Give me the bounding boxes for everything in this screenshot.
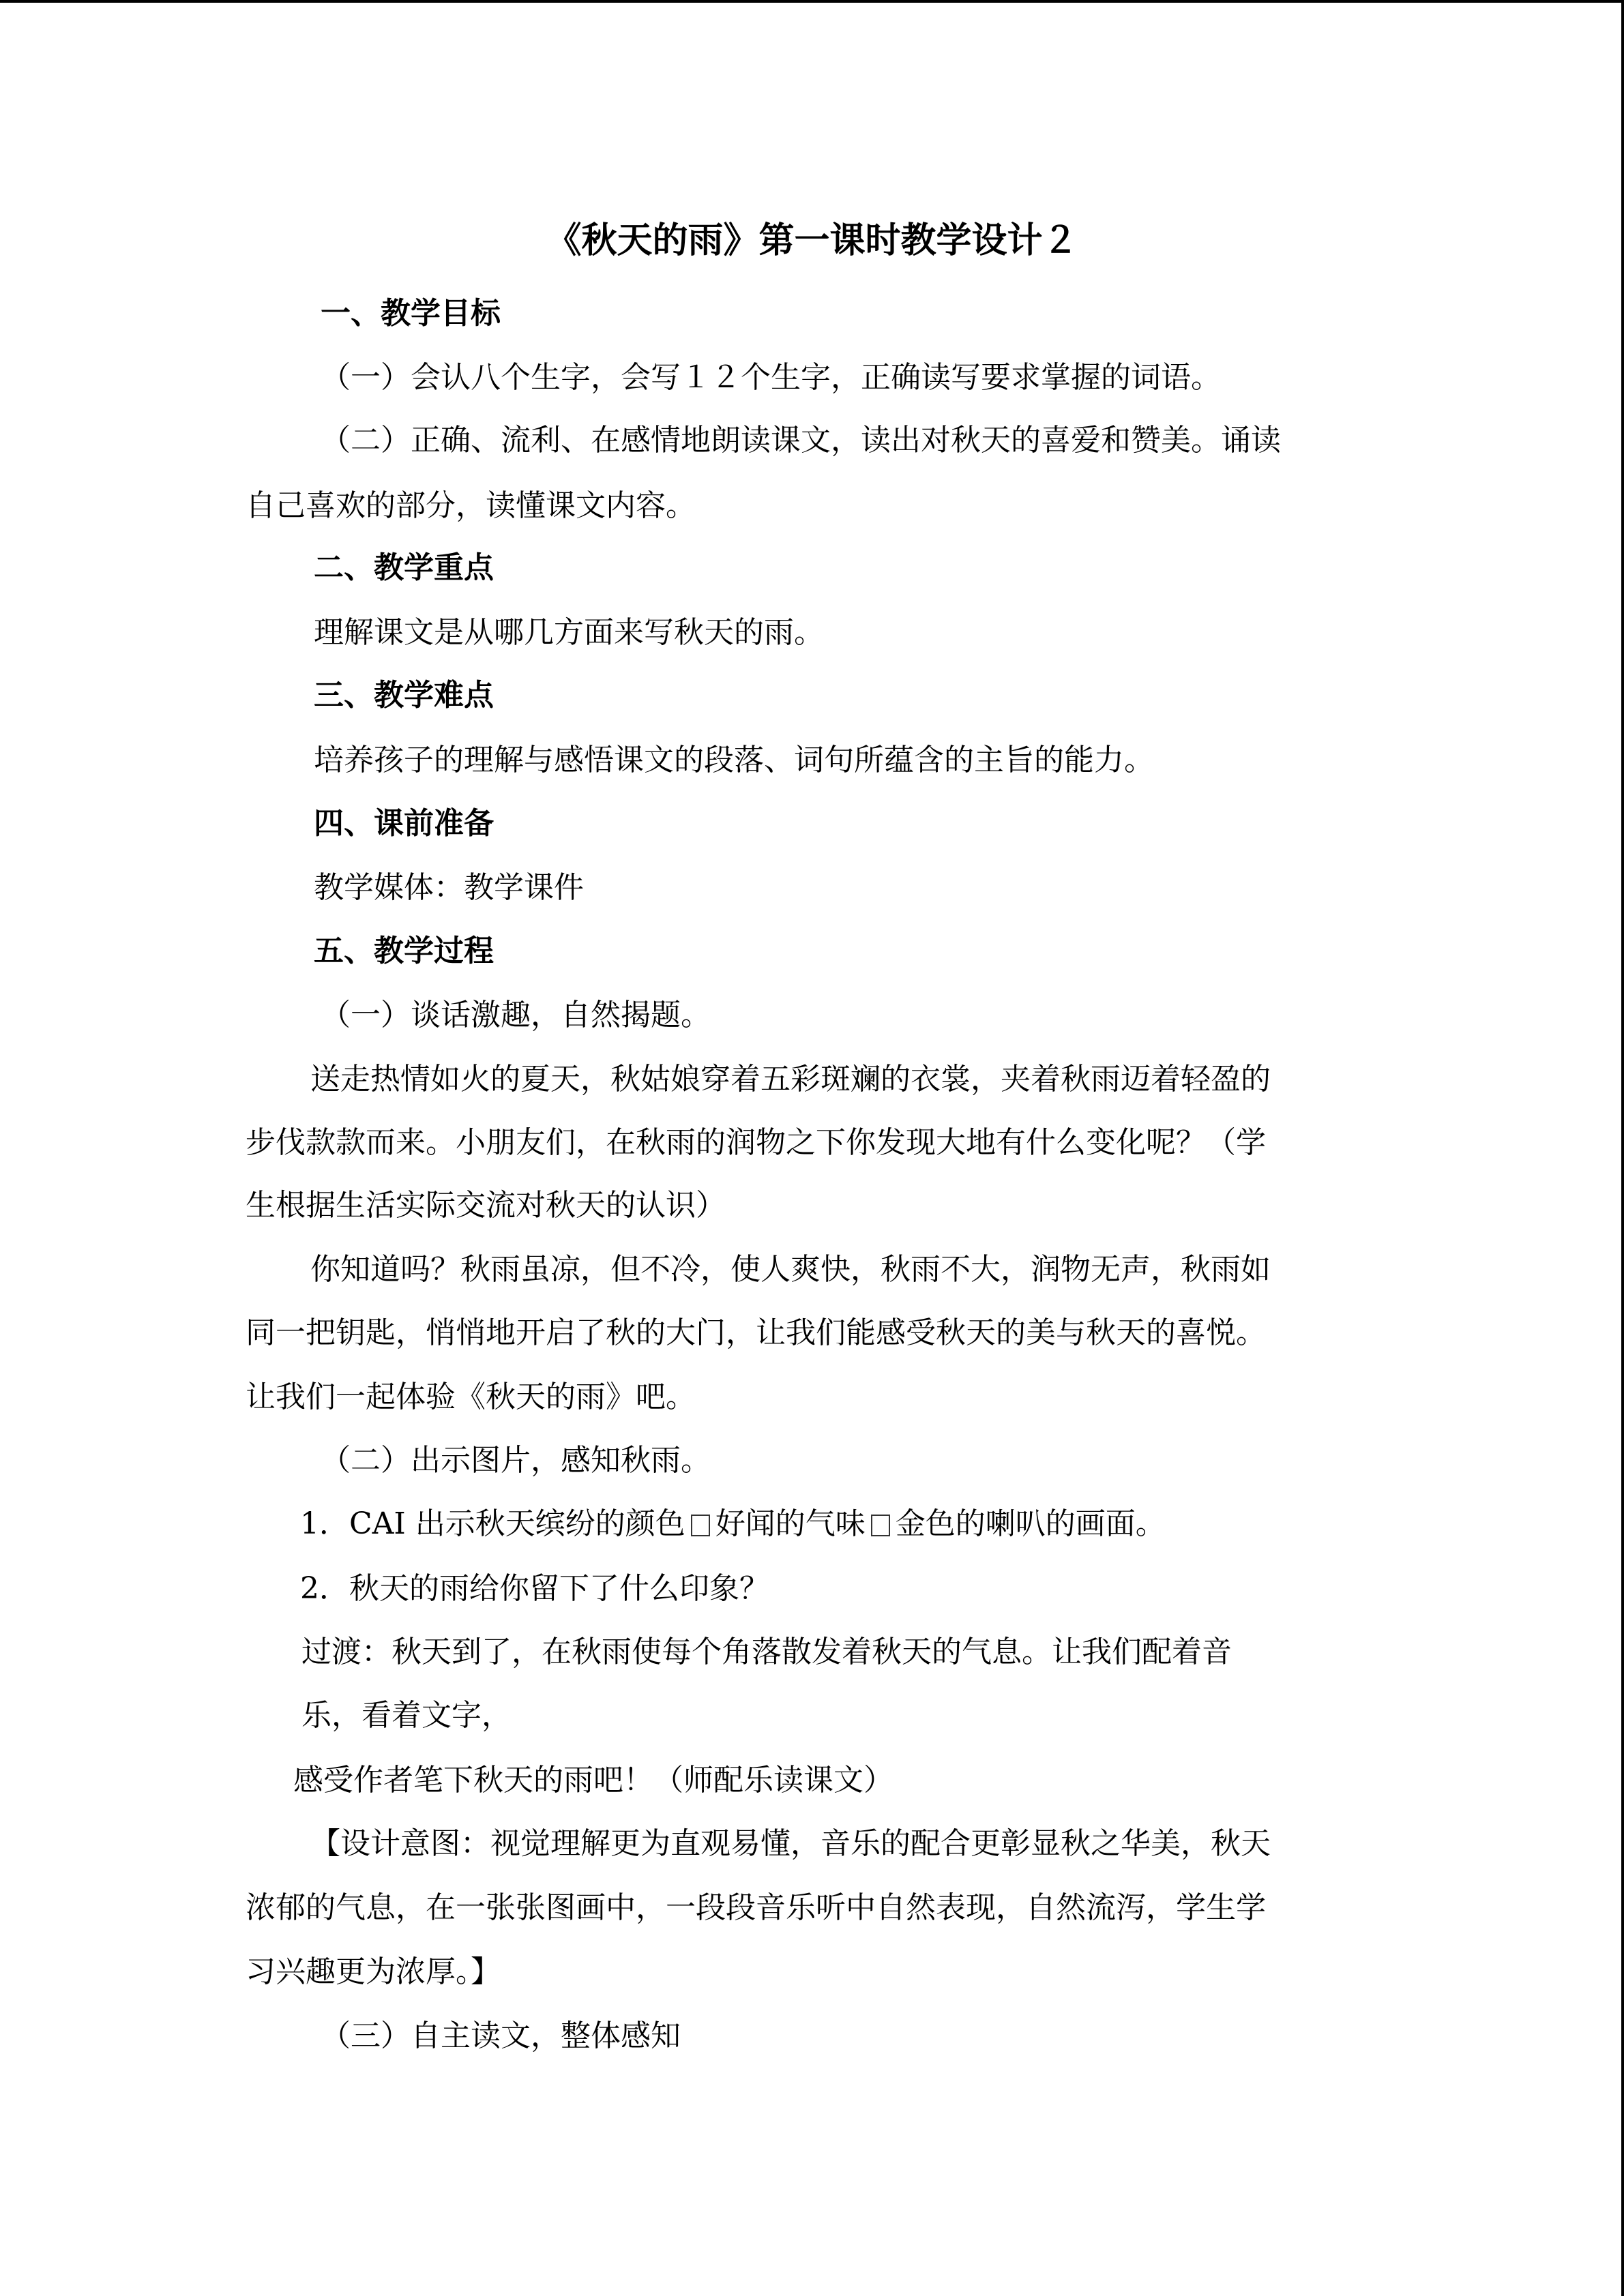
page-border-top xyxy=(0,0,1624,3)
paragraph-line: 自己喜欢的部分，读懂课文内容。 xyxy=(246,488,696,523)
paragraph-line: （一）谈话激趣，自然揭题。 xyxy=(321,998,711,1032)
document-title: 《秋天的雨》第一课时教学设计２ xyxy=(546,220,1078,261)
paragraph-line: 步伐款款而来。小朋友们，在秋雨的润物之下你发现大地有什么变化呢？（学 xyxy=(246,1125,1266,1160)
heading-teaching-focus: 二、教学重点 xyxy=(314,550,494,585)
paragraph-line: 感受作者笔下秋天的雨吧！（师配乐读课文） xyxy=(293,1763,894,1798)
paragraph-line: 乐，看着文字， xyxy=(301,1698,512,1733)
missing-glyph-box xyxy=(871,1515,890,1536)
heading-teaching-goals: 一、教学目标 xyxy=(321,296,501,331)
paragraph-line: （一）会认八个生字，会写１２个生字，正确读写要求掌握的词语。 xyxy=(321,360,1221,395)
paragraph-line: 教学媒体：教学课件 xyxy=(314,870,584,905)
paragraph-line: 送走热情如火的夏天，秋姑娘穿着五彩斑斓的衣裳，夹着秋雨迈着轻盈的 xyxy=(310,1062,1271,1097)
paragraph-line: 培养孩子的理解与感悟课文的段落、词句所蕴含的主旨的能力。 xyxy=(314,743,1154,777)
line-segment: 1．CAI 出示秋天缤纷的颜色 xyxy=(300,1506,685,1541)
missing-glyph-box xyxy=(691,1515,710,1536)
paragraph-line: 让我们一起体验《秋天的雨》吧。 xyxy=(246,1380,696,1414)
paragraph-line: 理解课文是从哪几方面来写秋天的雨。 xyxy=(314,615,824,650)
heading-teaching-difficulty: 三、教学难点 xyxy=(314,678,494,713)
paragraph-line: 过渡：秋天到了，在秋雨使每个角落散发着秋天的气息。让我们配着音 xyxy=(301,1635,1232,1669)
paragraph-line: （三）自主读文，整体感知 xyxy=(321,2018,681,2053)
paragraph-line: 习兴趣更为浓厚。】 xyxy=(246,1954,501,1989)
heading-teaching-process: 五、教学过程 xyxy=(314,934,494,968)
page-border-right xyxy=(1621,0,1624,2296)
paragraph-line: 你知道吗？秋雨虽凉，但不冷，使人爽快，秋雨不大，润物无声，秋雨如 xyxy=(310,1252,1271,1287)
line-segment: 金色的喇叭的画面。 xyxy=(895,1506,1166,1541)
paragraph-line: （二）正确、流利、在感情地朗读课文，读出对秋天的喜爱和赞美。诵读 xyxy=(321,423,1281,458)
paragraph-line: 浓郁的气息，在一张张图画中，一段段音乐听中自然表现，自然流泻，学生学 xyxy=(246,1890,1266,1925)
paragraph-line: 生根据生活实际交流对秋天的认识） xyxy=(246,1188,726,1223)
paragraph-line: 2．秋天的雨给你留下了什么印象？ xyxy=(300,1571,769,1606)
paragraph-line: 【设计意图：视觉理解更为直观易懂，音乐的配合更彰显秋之华美，秋天 xyxy=(310,1826,1271,1861)
heading-preparation: 四、课前准备 xyxy=(314,806,494,841)
line-segment: 好闻的气味 xyxy=(715,1506,866,1541)
paragraph-line: 同一把钥匙，悄悄地开启了秋的大门，让我们能感受秋天的美与秋天的喜悦。 xyxy=(246,1315,1266,1350)
paragraph-line-with-boxes xyxy=(300,1504,1166,1545)
paragraph-line: （二）出示图片，感知秋雨。 xyxy=(321,1443,711,1478)
